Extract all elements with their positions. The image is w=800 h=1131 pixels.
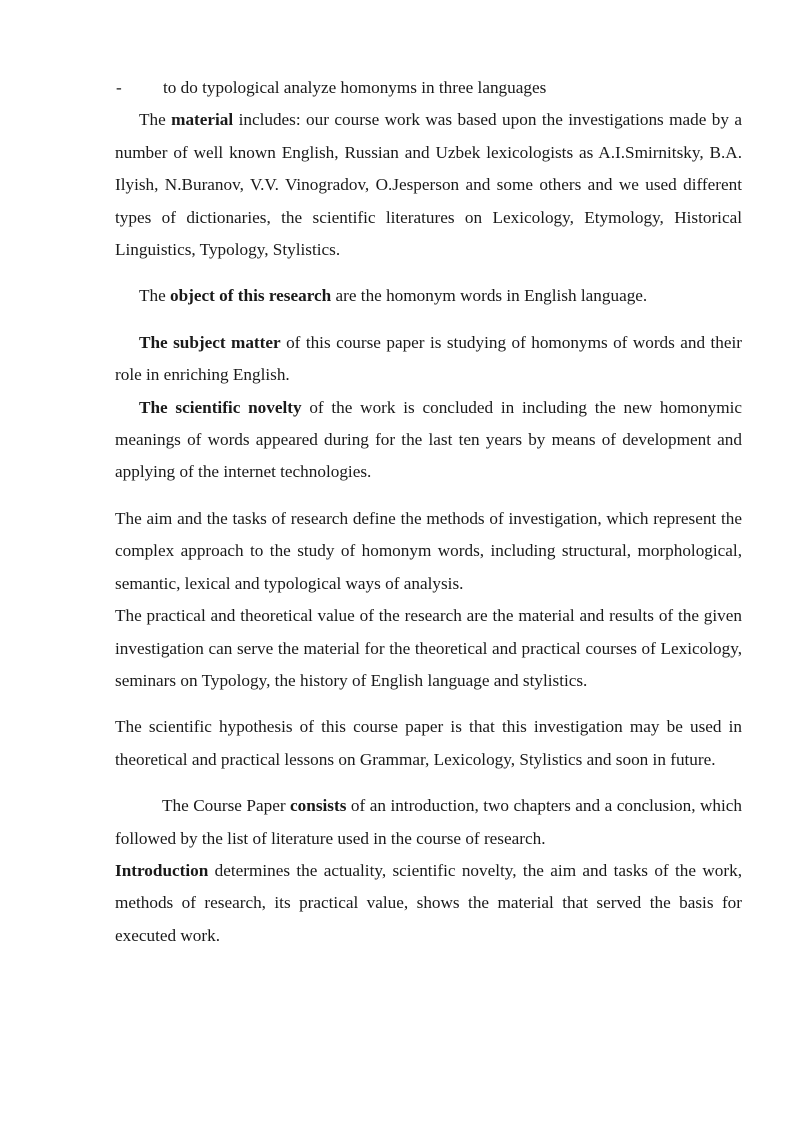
material-term: material	[171, 110, 234, 130]
material-text: includes: our course work was based upon the investigations made by a number of well known English, Russian and Uzbek lexicologists as A.I.Smirnitsky, B.A. Ilyish, N.Buranov, V.V. Vinogradov, O.Jesperson and some others and we used different types of dictionaries, the scientific literatures on Lexicology, Etymology, Historical Linguistics, Typology, Stylistics.	[115, 110, 742, 260]
subject-term: The subject matter	[139, 332, 281, 352]
object-paragraph	[115, 280, 742, 312]
aim-paragraph: The aim and the tasks of research define the methods of investigation, which represent the complex approach to the study of homonym words, including structural, morphological, semantic, lexical and typological ways of analysis.	[115, 508, 742, 593]
subject-paragraph	[115, 327, 742, 392]
object-text: are the homonym words in English language.	[331, 286, 648, 306]
introduction-paragraph	[115, 855, 742, 952]
consists-paragraph	[115, 790, 742, 855]
bullet-text: to do typological analyze homonyms in three languages	[163, 78, 547, 97]
introduction-term: Introduction	[115, 860, 209, 880]
hypothesis-paragraph: The scientific hypothesis of this course paper is that this investigation may be used in theoretical and practical lessons on Grammar, Lexicology, Stylistics and soon in future.	[115, 717, 742, 769]
consists-term: consists	[290, 796, 347, 816]
value-paragraph: The practical and theoretical value of the research are the material and results of the given investigation can serve the material for the theoretical and practical courses of Lexicology, seminars on Typology, the history of English language and stylistics.	[115, 606, 742, 690]
material-pre: The	[139, 110, 172, 130]
subject-text: of this course paper is studying of homonyms of words and their role in enriching English.	[115, 332, 742, 385]
material-paragraph	[115, 104, 742, 266]
novelty-term: The scientific novelty	[139, 397, 302, 417]
introduction-text: determines the actuality, scientific novelty, the aim and tasks of the work, methods of research, its practical value, shows the material that served the basis for executed work.	[115, 860, 742, 945]
bullet-dash: -	[116, 78, 122, 97]
task-bullet-item	[115, 72, 742, 104]
consists-pre: The Course Paper	[162, 796, 291, 816]
novelty-text: of the work is concluded in including the new homonymic meanings of words appeared during for the last ten years by means of development and applying of the internet technologies.	[115, 397, 742, 482]
document-page	[115, 72, 742, 952]
consists-text: of an introduction, two chapters and a conclusion, which followed by the list of literature used in the course of research.	[115, 796, 742, 848]
object-pre: The	[139, 286, 171, 306]
object-term: object of this research	[170, 286, 332, 306]
novelty-paragraph	[115, 392, 742, 489]
